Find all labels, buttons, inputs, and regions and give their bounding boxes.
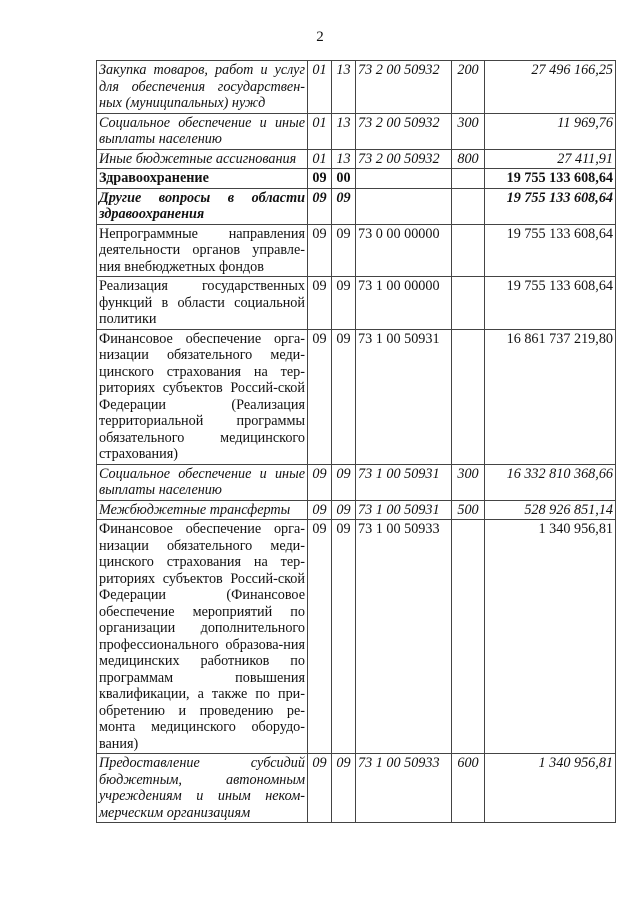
- row-name-cell: Межбюджетные трансферты: [97, 500, 308, 520]
- budget-table-body: [97, 61, 616, 823]
- subsection-code-cell: 09: [332, 329, 356, 464]
- section-code-cell: 09: [308, 169, 332, 189]
- expense-type-cell: [452, 169, 485, 189]
- amount-cell: 27 411,91: [485, 149, 616, 169]
- subsection-code-cell: 13: [332, 149, 356, 169]
- target-article-cell: 73 2 00 50932: [356, 113, 452, 149]
- target-article-cell: 73 1 00 50933: [356, 754, 452, 823]
- section-code-cell: 09: [308, 500, 332, 520]
- section-code-cell: 01: [308, 149, 332, 169]
- table-row: [97, 500, 616, 520]
- row-name-cell: Финансовое обеспечение орга-низации обязательного меди-цинского страхования на тер-риториях субъектов Россий-ской Федерации (Финансовое обеспечение мероприятий по организации дополнительного профессионального образова-ния медицинских работников по программам повышения квалификации, а также по при-обретению и проведению ре-монта медицинского оборудо-вания): [97, 520, 308, 754]
- row-name-cell: Закупка товаров, работ и услуг для обеспечения государствен-ных (муниципальных) нужд: [97, 61, 308, 114]
- expense-type-cell: 600: [452, 754, 485, 823]
- amount-cell: 16 332 810 368,66: [485, 464, 616, 500]
- amount-cell: 19 755 133 608,64: [485, 277, 616, 330]
- expense-type-cell: 300: [452, 464, 485, 500]
- section-code-cell: 09: [308, 188, 332, 224]
- table-row: [97, 277, 616, 330]
- amount-cell: 19 755 133 608,64: [485, 224, 616, 277]
- section-code-cell: 01: [308, 61, 332, 114]
- target-article-cell: 73 1 00 50933: [356, 520, 452, 754]
- table-row: [97, 188, 616, 224]
- row-name-cell: Другие вопросы в области здравоохранения: [97, 188, 308, 224]
- row-name-cell: Социальное обеспечение и иные выплаты населению: [97, 464, 308, 500]
- row-name-cell: Иные бюджетные ассигнования: [97, 149, 308, 169]
- section-code-cell: 09: [308, 520, 332, 754]
- expense-type-cell: 300: [452, 113, 485, 149]
- target-article-cell: [356, 169, 452, 189]
- target-article-cell: 73 1 00 00000: [356, 277, 452, 330]
- amount-cell: 11 969,76: [485, 113, 616, 149]
- row-name-cell: Предоставление субсидий бюджетным, автономным учреждениям и иным неком-мерческим организациям: [97, 754, 308, 823]
- target-article-cell: [356, 188, 452, 224]
- amount-cell: 1 340 956,81: [485, 754, 616, 823]
- row-name-cell: Социальное обеспечение и иные выплаты населению: [97, 113, 308, 149]
- target-article-cell: 73 1 00 50931: [356, 464, 452, 500]
- subsection-code-cell: 09: [332, 188, 356, 224]
- amount-cell: 528 926 851,14: [485, 500, 616, 520]
- expense-type-cell: [452, 329, 485, 464]
- expense-type-cell: [452, 188, 485, 224]
- amount-cell: 19 755 133 608,64: [485, 169, 616, 189]
- table-row: [97, 149, 616, 169]
- budget-table: [96, 60, 616, 823]
- target-article-cell: 73 2 00 50932: [356, 61, 452, 114]
- table-row: [97, 61, 616, 114]
- row-name-cell: Здравоохранение: [97, 169, 308, 189]
- expense-type-cell: [452, 520, 485, 754]
- subsection-code-cell: 09: [332, 464, 356, 500]
- row-name-cell: Финансовое обеспечение орга-низации обязательного меди-цинского страхования на тер-риториях субъектов Россий-ской Федерации (Реализация территориальной программы обязательного медицинского страхования): [97, 329, 308, 464]
- subsection-code-cell: 09: [332, 520, 356, 754]
- amount-cell: 27 496 166,25: [485, 61, 616, 114]
- amount-cell: 19 755 133 608,64: [485, 188, 616, 224]
- expense-type-cell: [452, 277, 485, 330]
- amount-cell: 1 340 956,81: [485, 520, 616, 754]
- section-code-cell: 09: [308, 754, 332, 823]
- row-name-cell: Реализация государственных функций в области социальной политики: [97, 277, 308, 330]
- subsection-code-cell: 09: [332, 500, 356, 520]
- target-article-cell: 73 1 00 50931: [356, 329, 452, 464]
- section-code-cell: 01: [308, 113, 332, 149]
- table-row: [97, 169, 616, 189]
- target-article-cell: 73 2 00 50932: [356, 149, 452, 169]
- table-row: [97, 464, 616, 500]
- subsection-code-cell: 00: [332, 169, 356, 189]
- subsection-code-cell: 13: [332, 113, 356, 149]
- subsection-code-cell: 09: [332, 754, 356, 823]
- page-number: 2: [316, 29, 324, 45]
- expense-type-cell: 500: [452, 500, 485, 520]
- row-name-cell: Непрограммные направления деятельности органов управле-ния внебюджетных фондов: [97, 224, 308, 277]
- section-code-cell: 09: [308, 224, 332, 277]
- section-code-cell: 09: [308, 329, 332, 464]
- amount-cell: 16 861 737 219,80: [485, 329, 616, 464]
- table-row: [97, 113, 616, 149]
- target-article-cell: 73 1 00 50931: [356, 500, 452, 520]
- subsection-code-cell: 13: [332, 61, 356, 114]
- table-row: [97, 754, 616, 823]
- table-row: [97, 520, 616, 754]
- section-code-cell: 09: [308, 277, 332, 330]
- expense-type-cell: 800: [452, 149, 485, 169]
- section-code-cell: 09: [308, 464, 332, 500]
- subsection-code-cell: 09: [332, 277, 356, 330]
- expense-type-cell: 200: [452, 61, 485, 114]
- expense-type-cell: [452, 224, 485, 277]
- table-row: [97, 224, 616, 277]
- table-row: [97, 329, 616, 464]
- subsection-code-cell: 09: [332, 224, 356, 277]
- target-article-cell: 73 0 00 00000: [356, 224, 452, 277]
